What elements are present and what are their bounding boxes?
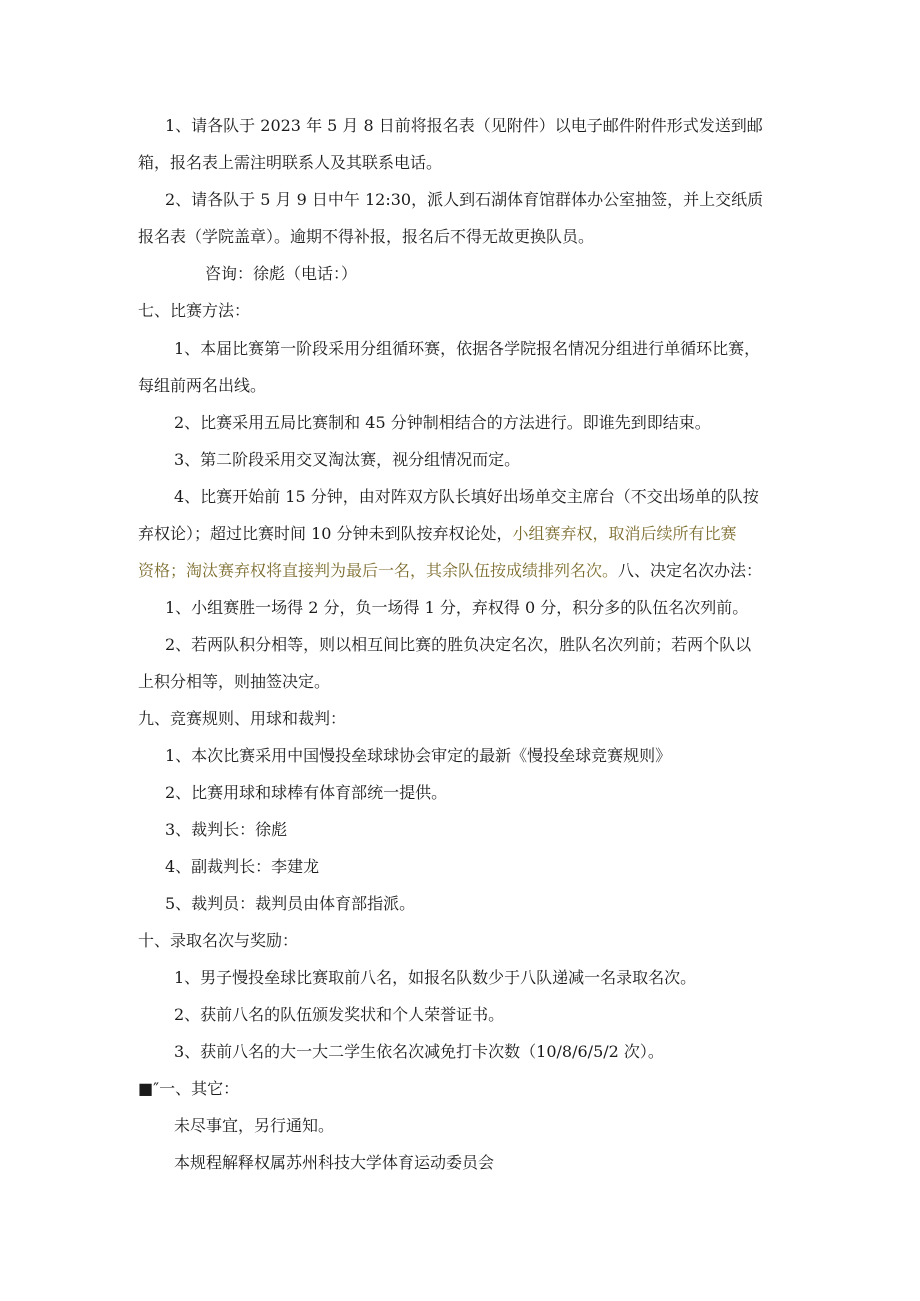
method-item-2: 2、比赛采用五局比赛制和 45 分钟制相结合的方法进行。即谁先到即结束。 <box>174 413 711 432</box>
method-item-1-line-1: 1、本届比赛第一阶段采用分组循环赛，依据各学院报名情况分组进行单循环比赛， <box>174 339 761 358</box>
award-item-2: 2、获前八名的队伍颁发奖状和个人荣誉证书。 <box>174 1005 505 1024</box>
registration-item-1-line-1: 1、请各队于 2023 年 5 月 8 日前将报名表（见附件）以电子邮件附件形式发送到邮 <box>165 116 763 135</box>
forfeit-highlight-text: 小组赛弃权，取消后续所有比赛 <box>512 524 737 543</box>
method-item-1-line-2: 每组前两名出线。 <box>138 376 267 395</box>
forfeit-highlight-text-2: 资格；淘汰赛弃权将直接判为最后一名，其余队伍按成绩排列名次。 <box>138 561 619 580</box>
section-11-heading: ■″一、其它： <box>138 1079 240 1098</box>
award-item-1: 1、男子慢投垒球比赛取前八名，如报名队数少于八队递减一名录取名次。 <box>174 968 697 987</box>
ranking-item-1: 1、小组赛胜一场得 2 分，负一场得 1 分，弃权得 0 分，积分多的队伍名次列前。 <box>165 598 749 617</box>
rules-item-5: 5、裁判员：裁判员由体育部指派。 <box>165 894 416 913</box>
section-7-heading: 七、比赛方法： <box>138 301 251 320</box>
consultation-line: 咨询：徐彪（电话：） <box>205 264 358 283</box>
section-8-heading: 八、决定名次办法： <box>618 561 763 580</box>
method-item-4-line-3 <box>138 560 762 582</box>
interpretation-note: 本规程解释权属苏州科技大学体育运动委员会 <box>174 1153 495 1172</box>
section-9-heading: 九、竞赛规则、用球和裁判： <box>138 709 347 728</box>
rules-item-2: 2、比赛用球和球棒有体育部统一提供。 <box>165 783 448 802</box>
rules-item-4: 4、副裁判长：李建龙 <box>165 857 320 876</box>
rules-item-3: 3、裁判长：徐彪 <box>165 820 288 839</box>
registration-item-2-line-2: 报名表（学院盖章）。逾期不得补报，报名后不得无故更换队员。 <box>138 227 595 246</box>
rules-item-1: 1、本次比赛采用中国慢投垒球球协会审定的最新《慢投垒球竞赛规则》 <box>165 746 672 765</box>
ranking-item-2-line-2: 上积分相等，则抽签决定。 <box>138 672 331 691</box>
method-item-4-line-2: 弃权论）；超过比赛时间 10 分钟未到队按弃权论处，小组赛弃权，取消后续所有比赛 <box>138 524 737 543</box>
section-10-heading: 十、录取名次与奖励： <box>138 931 299 950</box>
award-item-3: 3、获前八名的大一大二学生依名次减免打卡次数（10/8/6/5/2 次）。 <box>174 1042 664 1061</box>
method-item-4-line-1: 4、比赛开始前 15 分钟，由对阵双方队长填好出场单交主席台（不交出场单的队按 <box>174 487 759 506</box>
registration-item-1-line-2: 箱，报名表上需注明联系人及其联系电话。 <box>138 153 443 172</box>
method-item-3: 3、第二阶段采用交叉淘汰赛，视分组情况而定。 <box>174 450 521 469</box>
other-note-1: 未尽事宜，另行通知。 <box>174 1116 335 1135</box>
ranking-item-2-line-1: 2、若两队积分相等，则以相互间比赛的胜负决定名次，胜队名次列前；若两个队以 <box>165 635 752 654</box>
registration-item-2-line-1: 2、请各队于 5 月 9 日中午 12:30，派人到石湖体育馆群体办公室抽签，并上交纸质 <box>165 190 764 209</box>
